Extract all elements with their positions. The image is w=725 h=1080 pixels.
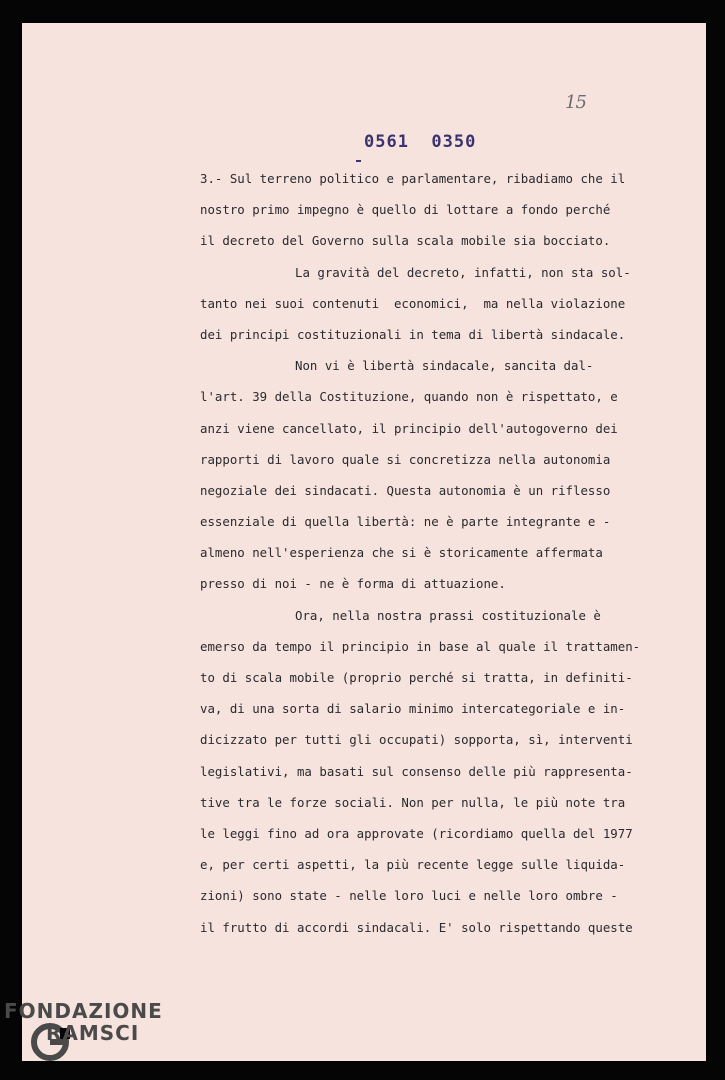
text-line: tanto nei suoi contenuti economici, ma nella violazione: [200, 295, 626, 311]
text-line: nostro primo impegno è quello di lottare a fondo perché: [200, 202, 611, 218]
archive-stamp: 0561 0350: [364, 132, 477, 152]
text-line: legislativi, ma basati sul consenso delle più rappresenta-: [200, 763, 633, 779]
text-line: to di scala mobile (proprio perché si tratta, in definiti-: [200, 670, 633, 685]
stamp-tick-mark: [356, 160, 361, 162]
text-line: le leggi fino ad ora approvate (ricordiamo quella del 1977: [200, 825, 633, 841]
text-line: e, per certi aspetti, la più recente legge sulle liquida-: [200, 857, 626, 873]
text-line: La gravità del decreto, infatti, non sta sol-: [295, 264, 631, 280]
text-line: zioni) sono state - nelle loro luci e nelle loro ombre -: [200, 888, 618, 904]
text-line: tive tra le forze sociali. Non per nulla, le più note tra: [200, 794, 626, 810]
text-line: emerso da tempo il principio in base al quale il trattamen-: [200, 638, 641, 654]
text-line: rapporti di lavoro quale si concretizza nella autonomia: [200, 451, 611, 467]
text-line: presso di noi - ne è forma di attuazione.: [200, 576, 506, 592]
text-line: anzi viene cancellato, il principio dell'autogoverno dei: [200, 420, 618, 436]
watermark-logo: [4, 1000, 163, 1044]
text-line: il decreto del Governo sulla scala mobile sia bocciato.: [200, 233, 611, 249]
watermark-line-2: RAMSCI: [46, 1021, 140, 1045]
text-line: 3.- Sul terreno politico e parlamentare, ribadiamo che il: [200, 171, 626, 186]
text-line: il frutto di accordi sindacali. E' solo rispettando queste: [200, 919, 633, 935]
text-line: almeno nell'esperienza che si è storicamente affermata: [200, 545, 603, 561]
text-line: Non vi è libertà sindacale, sancita dal-: [295, 358, 594, 374]
text-line: negoziale dei sindacati. Questa autonomia è un riflesso: [200, 482, 611, 498]
text-line: l'art. 39 della Costituzione, quando non è rispettato, e: [200, 389, 618, 405]
typed-body-text: [200, 163, 641, 943]
handwritten-page-number: 15: [565, 92, 586, 113]
text-line: va, di una sorta di salario minimo intercategoriale e in-: [200, 701, 626, 717]
watermark-line-1: FONDAZIONE: [4, 999, 163, 1023]
text-line: dei principi costituzionali in tema di libertà sindacale.: [200, 326, 626, 342]
text-line: essenziale di quella libertà: ne è parte integrante e -: [200, 514, 611, 530]
text-line: Ora, nella nostra prassi costituzionale è: [295, 607, 601, 623]
text-line: dicizzato per tutti gli occupati) sopporta, sì, interventi: [200, 732, 633, 748]
